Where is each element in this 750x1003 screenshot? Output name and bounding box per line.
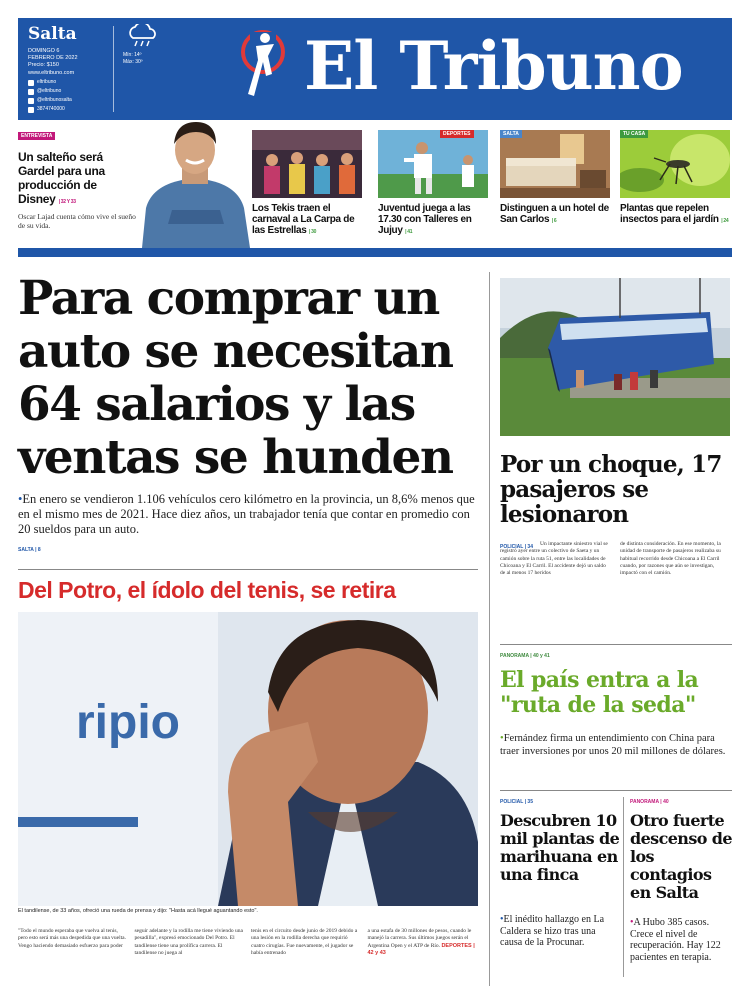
promo-title: Un salteño será Gardel para una producción de Disney | 32 Y 33	[18, 150, 105, 206]
facebook-icon	[28, 80, 34, 86]
column-divider	[489, 272, 490, 986]
promo-gardel[interactable]	[18, 130, 258, 248]
section-divider	[18, 248, 732, 257]
bus-crash-photo	[500, 278, 730, 436]
whatsapp-link[interactable]: 3874740000	[28, 105, 72, 114]
edition-price: Precio: $150	[28, 62, 59, 68]
rule	[500, 644, 732, 645]
delpotro-caption: El tandilense, de 33 años, ofreció una rueda de prensa y dijo: "Hasta acá llegué aguantando esto".	[18, 908, 258, 914]
section-tag: TU CASA	[620, 130, 648, 138]
covid-headline[interactable]: Otro fuerte descenso de los contagios en Salta	[630, 811, 732, 902]
teaser-title: Distinguen a un hotel de San Carlos	[500, 203, 609, 225]
marihuana-deck: •El inédito hallazgo en La Caldera se hizo tras una causa de la Procunar.	[500, 914, 605, 948]
website-link[interactable]: www.eltribuno.com	[28, 70, 75, 76]
instagram-icon	[28, 98, 34, 104]
section-tag: SALTA	[500, 130, 522, 138]
facebook-link[interactable]: eltribuno	[28, 78, 72, 87]
masthead-divider	[113, 26, 114, 112]
bus-crash-headline[interactable]: Por un choque, 17 pasajeros se lesionaron	[500, 451, 722, 528]
covid-deck: •A Hubo 385 casos. Crece el nivel de recuperación. Hay 122 pacientes en terapia.	[630, 917, 721, 963]
silk-road-deck: •Fernández firma un entendimiento con China para traer inversiones por unos 20 mil millones de dólares.	[500, 733, 726, 757]
teaser-photo-football	[378, 130, 488, 198]
rule	[18, 569, 478, 570]
lead-deck: •En enero se vendieron 1.106 vehículos cero kilómetro en la provincia, un 8,6% menos que en el mismo mes de 2021. Hace diez años, un trabajador tenía que contar en promedio con 20 sueldos para un auto.	[18, 492, 475, 536]
teaser-plants[interactable]: TU CASA Plantas que repelen insectos para el jardín | 24	[620, 130, 730, 244]
column-divider	[623, 797, 624, 977]
weather-widget	[123, 24, 163, 66]
temp-min: Mín: 14º	[123, 52, 142, 58]
temp-max: Máx: 30º	[123, 59, 143, 65]
teaser-title: Plantas que repelen insectos para el jardín	[620, 203, 719, 225]
silk-section-ref: PANORAMA | 40 y 41	[500, 653, 550, 659]
promo-photo-man	[132, 88, 258, 248]
teaser-title: Los Tekis traen el carnaval a La Carpa de las Estrellas	[252, 203, 355, 236]
teaser-row	[18, 126, 732, 248]
delpotro-body: "Todo el mundo esperaba que vuelva al tenis, pero esto será más una despedida que una vuelta. Vengo haciendo demasiado esfuerzo para poder seguir adelante y la rodilla me tiene viviendo una pesadilla", expresó emocionado Del Potro. El tandilense tiene una prolífica carrera. El tandilense no juega al tenis en el circuito desde junio de 2019 debido a una lesión en la rodilla derecha que requirió cuatro cirugías. Fue nuevamente, el jugador se había entrenado a una estafa de 30 millones de pesos, cuando le manejó la carrera. Sus últimos juegos serán el Argentina Open y el ATP de Río. DEPORTES | 42 y 43	[18, 928, 475, 956]
rule	[500, 790, 732, 791]
whatsapp-icon	[28, 107, 34, 113]
cloud-rain-icon	[125, 24, 161, 48]
edition-date: DOMINGO 6 FEBRERO DE 2022	[28, 48, 78, 61]
teaser-tekis[interactable]: Los Tekis traen el carnaval a La Carpa de las Estrellas | 30	[252, 130, 362, 244]
teaser-title: Juventud juega a las 17.30 con Talleres en Jujuy	[378, 203, 472, 236]
covid-section-ref: PANORAMA | 40	[630, 799, 669, 805]
delpotro-headline[interactable]: Del Potro, el ídolo del tenis, se retira	[18, 577, 396, 603]
masthead	[18, 18, 732, 120]
sponsor-sign: ripio	[76, 696, 180, 749]
marihuana-headline[interactable]: Descubren 10 mil plantas de marihuana en una finca	[500, 811, 620, 884]
twitter-icon	[28, 89, 34, 95]
delpotro-section-ref: DEPORTES | 42 y 43	[367, 942, 475, 956]
teaser-photo-hotel	[500, 130, 610, 198]
silk-road-headline[interactable]: El país entra a la "ruta de la seda"	[500, 667, 699, 718]
lead-headline[interactable]: Para comprar un auto se necesitan 64 salarios y las ventas se hunden	[18, 271, 453, 485]
marihuana-section-ref: POLICIAL | 35	[500, 799, 533, 805]
teaser-photo-mosquito	[620, 130, 730, 198]
newspaper-title: El Tribuno	[304, 27, 683, 105]
bus-crash-body: Un impactante siniestro vial se registró ayer entre un colectivo de Saeta y un camión sobre la ruta 51, entre las localidades de Chicoana y El Carril. El accidente dejó un saldo de al menos 17 heridos de distinta consideración. En ese momento, la unidad de transporte de pasajeros realizaba su habitual recorrido desde Chicoana a El Carril cuando, por razones que aún se investigan, impactó con el camión.	[500, 541, 721, 577]
delpotro-photo	[18, 612, 478, 906]
edition-city: Salta	[28, 24, 77, 44]
social-links	[28, 78, 72, 114]
teaser-hotel[interactable]: SALTA Distinguen a un hotel de San Carlos | 6	[500, 131, 609, 225]
teaser-juventud[interactable]: DEPORTES Juventud juega a las 17.30 con Talleres en Jujuy | 41	[378, 130, 488, 244]
lead-section-ref: SALTA | 8	[18, 547, 41, 553]
section-tag: DEPORTES	[440, 130, 474, 138]
twitter-link[interactable]: @eltribuno	[28, 87, 72, 96]
promo-subtitle: Oscar Lajad cuenta cómo vive el sueño de su vida.	[18, 212, 136, 230]
instagram-link[interactable]: @eltribunosalta	[28, 96, 72, 105]
teaser-photo-carnival	[252, 130, 362, 198]
section-tag: ENTREVISTA	[18, 132, 55, 140]
bus-crash-section-ref: POLICIAL | 34	[500, 544, 533, 550]
